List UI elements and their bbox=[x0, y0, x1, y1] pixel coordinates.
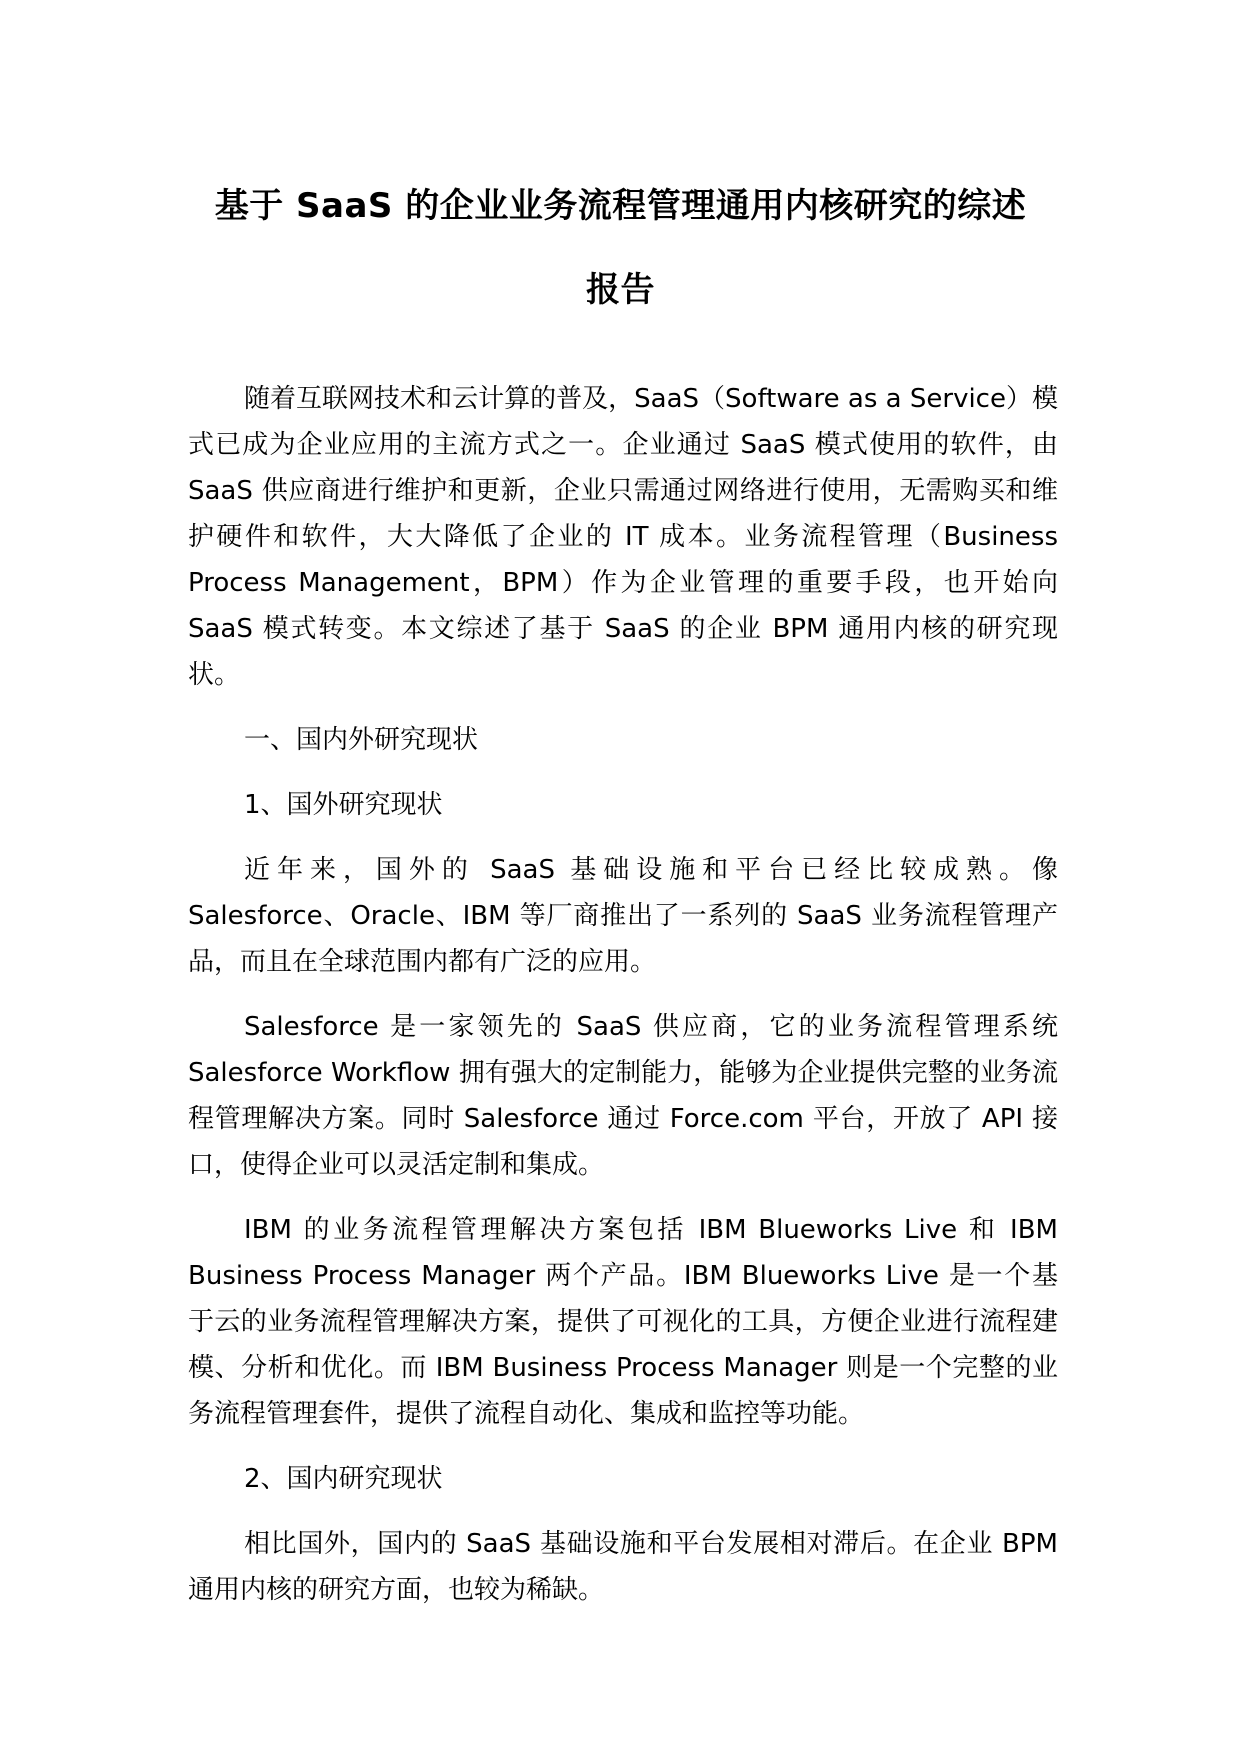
document-title-line-2: 报告 bbox=[586, 270, 655, 310]
salesforce-paragraph: Salesforce 是一家领先的 SaaS 供应商，它的业务流程管理系统 Salesforce Workflow 拥有强大的定制能力，能够为企业提供完整的业务流程管理解决方案。同时 Salesforce 通过 Force.com 平台，开放了 API 接口，使得企业可以灵活定制和集成。 bbox=[188, 1012, 1058, 1180]
foreign-overview-paragraph: 近年来，国外的 SaaS 基础设施和平台已经比较成熟。像 Salesforce、Oracle、IBM 等厂商推出了一系列的 SaaS 业务流程管理产品，而且在全球范围内都有广泛的应用。 bbox=[188, 855, 1058, 977]
domestic-paragraph: 相比国外，国内的 SaaS 基础设施和平台发展相对滞后。在企业 BPM 通用内核的研究方面，也较为稀缺。 bbox=[188, 1529, 1058, 1605]
subsection-heading-domestic-status: 2、国内研究现状 bbox=[244, 1464, 443, 1494]
document-title-line-1: 基于 SaaS 的企业业务流程管理通用内核研究的综述 bbox=[214, 186, 1027, 226]
intro-paragraph: 随着互联网技术和云计算的普及，SaaS（Software as a Service）模式已成为企业应用的主流方式之一。企业通过 SaaS 模式使用的软件，由 SaaS 供应商进行维护和更新，企业只需通过网络进行使用，无需购买和维护硬件和软件，大大降低了企业的 IT 成本。业务流程管理（Business Process Management，BPM）作为企业管理的重要手段，也开始向 SaaS 模式转变。本文综述了基于 SaaS 的企业 BPM 通用内核的研究现状。 bbox=[188, 384, 1058, 690]
document-body bbox=[188, 376, 1058, 1613]
subsection-heading-foreign-status: 1、国外研究现状 bbox=[244, 790, 443, 820]
section-heading-domestic-foreign-status: 一、国内外研究现状 bbox=[244, 725, 479, 755]
ibm-paragraph: IBM 的业务流程管理解决方案包括 IBM Blueworks Live 和 IBM Business Process Manager 两个产品。IBM Blueworks Live 是一个基于云的业务流程管理解决方案，提供了可视化的工具，方便企业进行流程建模、分析和优化。而 IBM Business Process Manager 则是一个完整的业务流程管理套件，提供了流程自动化、集成和监控等功能。 bbox=[188, 1215, 1058, 1429]
